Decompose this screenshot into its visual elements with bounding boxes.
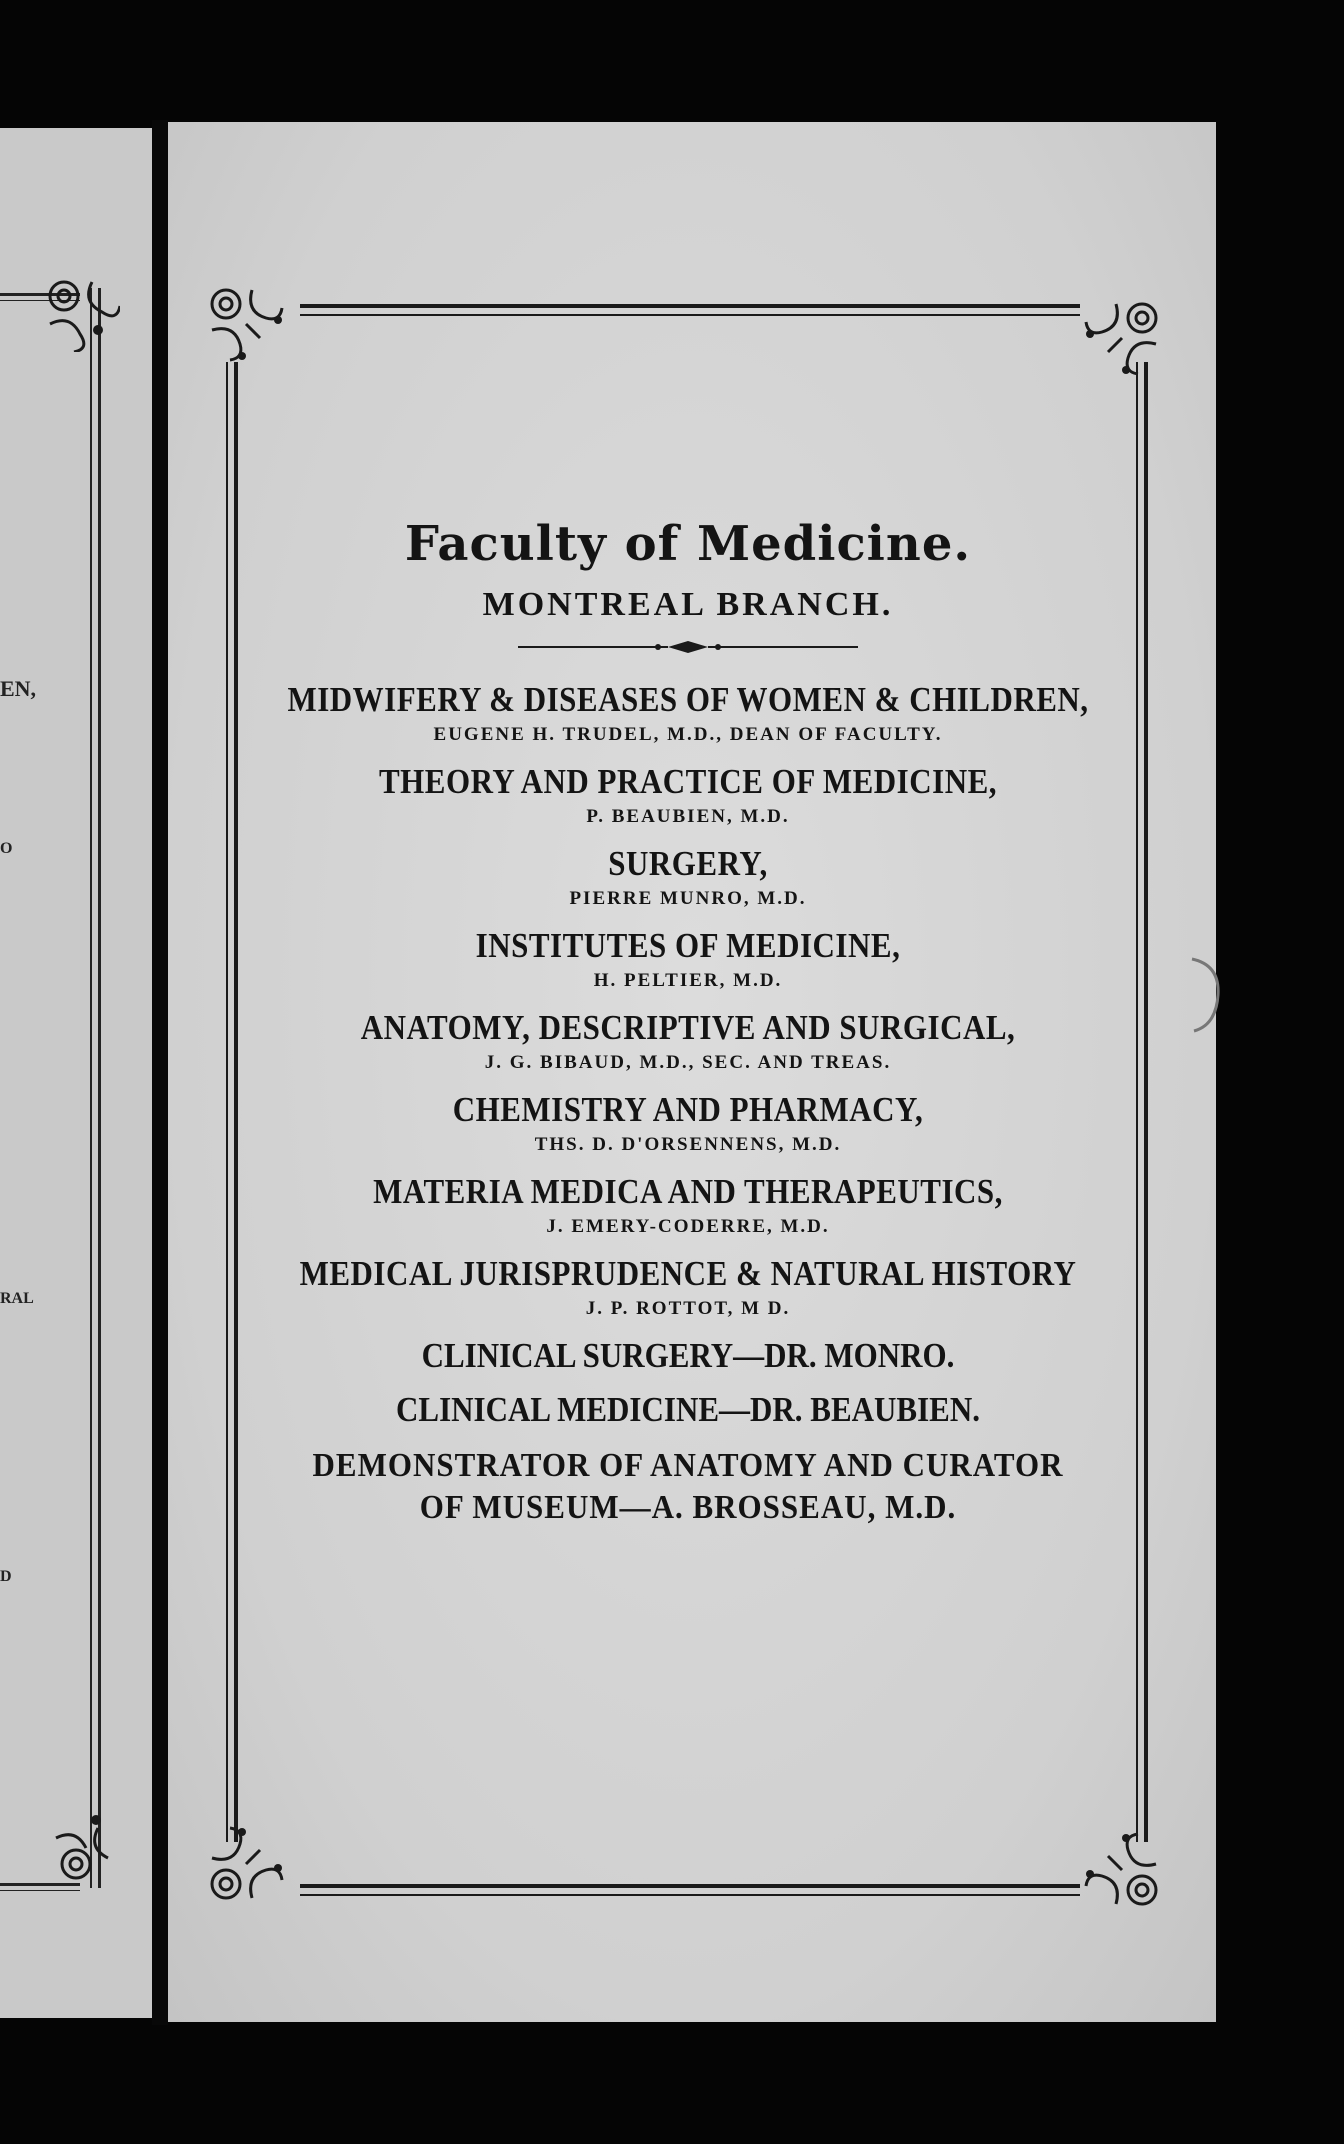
chair-professor: PIERRE MUNRO, M.D. [569,888,807,909]
chair-entry [258,1090,1118,1160]
chair-subject: CHEMISTRY AND PHARMACY, [452,1089,924,1130]
left-fragment-text: EN, [0,676,37,701]
left-page-fragment [0,128,152,2018]
left-frame-side [90,288,101,1888]
chair-entry [258,1254,1118,1324]
left-bottom-ornament-icon [36,1808,120,1892]
top-left-ornament-icon [202,280,286,364]
frame-left-rule [226,362,238,1842]
clinical-line: CLINICAL SURGERY—DR. MONRO. [421,1335,955,1376]
chair-subject: ANATOMY, DESCRIPTIVE AND SURGICAL, [360,1007,1016,1048]
page-gutter [152,120,168,2025]
chair-entry [258,926,1118,996]
main-page [168,122,1216,2022]
frame-bottom-rule [300,1884,1080,1896]
chair-professor: J. EMERY-CODERRE, M.D. [546,1216,830,1237]
page-subtitle: MONTREAL BRANCH. [482,586,894,623]
chair-professor: THS. D. D'ORSENNENS, M.D. [534,1134,842,1155]
chair-entry [258,1172,1118,1242]
chair-professor: J. G. BIBAUD, M.D., SEC. AND TREAS. [484,1052,892,1073]
page-edge-curl-icon [1188,955,1224,1035]
chair-subject: MIDWIFERY & DISEASES OF WOMEN & CHILDREN, [287,679,1089,720]
chair-professor: H. PELTIER, M.D. [593,970,783,991]
chair-professor: J. P. ROTTOT, M D. [585,1298,791,1319]
left-fragment-text: O [0,840,13,857]
chair-subject: MATERIA MEDICA AND THERAPEUTICS, [373,1171,1003,1212]
bottom-right-ornament-icon [1082,1830,1166,1914]
chair-subject: SURGERY, [608,843,768,884]
chair-subject: INSTITUTES OF MEDICINE, [475,925,901,966]
clinical-line: CLINICAL MEDICINE—DR. BEAUBIEN. [396,1389,980,1430]
chair-entry [258,680,1118,750]
frame-top-rule [300,304,1080,316]
chair-entry [258,1008,1118,1078]
chair-professor: EUGENE H. TRUDEL, M.D., DEAN OF FACULTY. [433,724,943,745]
left-top-ornament-icon [36,268,120,352]
top-right-ornament-icon [1082,294,1166,378]
left-fragment-text: RAL [0,1290,34,1307]
chair-subject: THEORY AND PRACTICE OF MEDICINE, [378,761,998,802]
faculty-listing [258,512,1118,1528]
frame-right-rule [1136,362,1148,1842]
chair-entry [258,762,1118,832]
bottom-left-ornament-icon [202,1824,286,1908]
demonstrator-line: DEMONSTRATOR OF ANATOMY AND CURATOR [312,1445,1064,1484]
chair-subject: MEDICAL JURISPRUDENCE & NATURAL HISTORY [299,1253,1077,1294]
demonstrator-line: OF MUSEUM—A. BROSSEAU, M.D. [419,1487,957,1526]
chair-entry [258,844,1118,914]
ornamental-divider-icon [518,640,858,654]
chair-professor: P. BEAUBIEN, M.D. [586,806,790,827]
left-fragment-text: D [0,1568,12,1585]
page-title: Faculty of Medicine. [404,516,972,572]
